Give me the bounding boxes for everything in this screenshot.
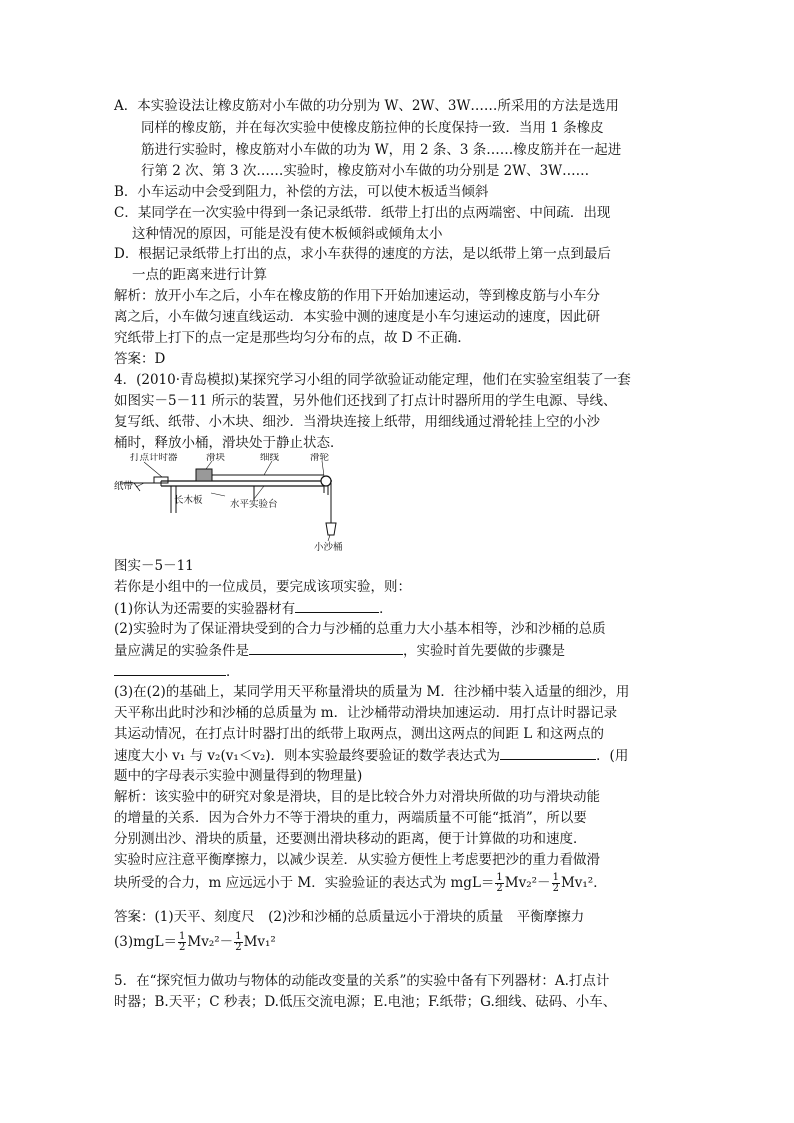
question-5-line-1: 5．在“探究恒力做功与物体的动能改变量的关系”的实验中备有下列器材：A.打点计 — [114, 973, 610, 989]
sub-question-1: (1)你认为还需要的实验器材有 ． — [114, 598, 393, 619]
sub-question-2-line-2: 量应满足的实验条件是 ，实验时首先要做的步骤是 — [114, 640, 565, 661]
pulley-wheel — [321, 476, 331, 486]
solution-line-1: 解析：该实验中的研究对象是滑块，目的是比较合外力对滑块所做的功与滑块动能 — [114, 789, 600, 805]
question-4-line-4: 桶时，释放小桶，滑块处于静止状态． — [114, 435, 344, 451]
fraction-half: $\frac{1}{2}$ — [552, 872, 559, 894]
sub-question-3-line-4: 速度大小 v₁ 与 v₂(v₁＜v₂)．则本实验最终要验证的数学表达式为 ．(用 — [114, 745, 628, 766]
option-a-line-3: 筋进行实验时，橡皮筋对小车做的功为 W，用 2 条、3 条……橡皮筋并在一起进 — [141, 142, 622, 158]
label-slider: 滑块 — [206, 453, 226, 463]
sub-question-3-line-3: 其运动情况，在打点计时器打出的纸带上取两点，测出这两点的间距 L 和这两点的 — [114, 726, 605, 742]
answer-3: 答案：D — [114, 351, 166, 367]
solution-line-3: 分别测出沙、滑块的质量，还要测出滑块移动的距离，便于计算做的功和速度． — [114, 831, 587, 847]
question-4-line-2: 如图实－5－11 所示的装置，另外他们还找到了打点计时器所用的学生电源、导线、 — [114, 393, 617, 409]
option-d-line-2: 一点的距离来进行计算 — [132, 267, 267, 283]
question-4-line-1: 4．(2010·青岛模拟)某探究学习小组的同学欲验证动能定理，他们在实验室组装了一套 — [114, 372, 631, 388]
sub-question-2-line-1: (2)实验时为了保证滑块受到的合力与沙桶的总重力大小基本相等，沙和沙桶的总质 — [114, 621, 606, 637]
analysis-line-2: 离之后，小车做匀速直线运动．本实验中测的速度是小车匀速运动的速度，因此研 — [114, 309, 600, 325]
fraction-half: $\frac{1}{2}$ — [496, 872, 503, 894]
question-5-line-2: 时器；B.天平；C 秒表；D.低压交流电源；E.电池；F.纸带；G.细线、砝码、小车、 — [114, 994, 617, 1010]
apparatus-diagram — [114, 453, 346, 553]
sub-question-2-line-3: ． — [114, 661, 240, 682]
option-a-line-2: 同样的橡皮筋，并在每次实验中使橡皮筋拉伸的长度保持一致．当用 1 条橡皮 — [141, 120, 604, 136]
answer-blank-4[interactable] — [500, 745, 596, 760]
figure-caption: 图实－5－11 — [114, 558, 194, 574]
label-pulley: 滑轮 — [310, 453, 330, 463]
answer-4-line-1: 答案：(1)天平、刻度尺 (2)沙和沙桶的总质量远小于滑块的质量 平衡摩擦力 — [114, 909, 585, 925]
label-timer: 打点计时器 — [130, 453, 178, 463]
label-table: 水平实验台 — [230, 499, 278, 510]
option-c-line-1: C．某同学在一次实验中得到一条记录纸带．纸带上打出的点两端密、中间疏．出现 — [114, 205, 611, 221]
option-a-line-1: A．本实验设法让橡皮筋对小车做的功分别为 W、2W、3W……所采用的方法是选用 — [114, 98, 619, 114]
analysis-line-3: 究纸带上打下的点一定是那些均匀分布的点，故 D 不正确． — [114, 330, 471, 346]
label-board: 长木板 — [174, 495, 203, 506]
solution-line-4: 实验时应注意平衡摩擦力，以减少误差．从实验方便性上考虑要把沙的重力看做滑 — [114, 852, 600, 868]
sub-question-3-line-2: 天平称出此时沙和沙桶的总质量为 m．让沙桶带动滑块加速运动．用打点计时器记录 — [114, 705, 618, 721]
bucket-shape — [326, 523, 336, 535]
sub-question-3-line-1: (3)在(2)的基础上，某同学用天平称量滑块的质量为 M．往沙桶中装入适量的细沙，用 — [114, 684, 630, 700]
fraction-half: $\frac{1}{2}$ — [179, 931, 186, 953]
option-b: B．小车运动中会受到阻力，补偿的方法，可以使木板适当倾斜 — [114, 184, 489, 200]
solution-line-2: 的增量的关系．因为合外力不等于滑块的重力，两端质量不可能“抵消”，所以要 — [114, 810, 587, 826]
option-a-line-4: 行第 2 次、第 3 次……实验时，橡皮筋对小车做的功分别是 2W、3W…… — [141, 163, 590, 179]
analysis-line-1: 解析：放开小车之后，小车在橡皮筋的作用下开始加速运动，等到橡皮筋与小车分 — [114, 288, 600, 304]
answer-4-line-2: (3)mgL＝ $\frac{1}{2}$ Mv₂²－ $\frac{1}{2}$ Mv₁² — [114, 931, 276, 953]
answer-blank-2[interactable] — [249, 640, 403, 655]
answer-blank-1[interactable] — [295, 598, 379, 613]
question-4-line-3: 复写纸、纸带、小木块、细沙．当滑块连接上纸带，用细线通过滑轮挂上空的小沙 — [114, 414, 600, 430]
solution-line-5: 块所受的合力，m 应远远小于 M．实验验证的表达式为 mgL＝ $\frac{1}{2}$ Mv₂²－ $\frac{1}{2}$ Mv₁²． — [114, 872, 607, 894]
label-bucket: 小沙桶 — [314, 542, 343, 553]
sub-question-3-line-5: 题中的字母表示实验中测量得到的物理量) — [114, 768, 363, 784]
answer-blank-3[interactable] — [114, 661, 226, 676]
label-string: 细线 — [260, 453, 280, 463]
label-tape: 纸带 — [114, 481, 134, 492]
fraction-half: $\frac{1}{2}$ — [235, 931, 242, 953]
question-prompt: 若你是小组中的一位成员，要完成该项实验，则： — [114, 579, 411, 595]
option-d-line-1: D．根据记录纸带上打出的点，求小车获得的速度的方法，是以纸带上第一点到最后 — [114, 246, 611, 262]
option-c-line-2: 这种情况的原因，可能是没有使木板倾斜或倾角太小 — [132, 226, 443, 242]
slider-block — [196, 469, 212, 481]
